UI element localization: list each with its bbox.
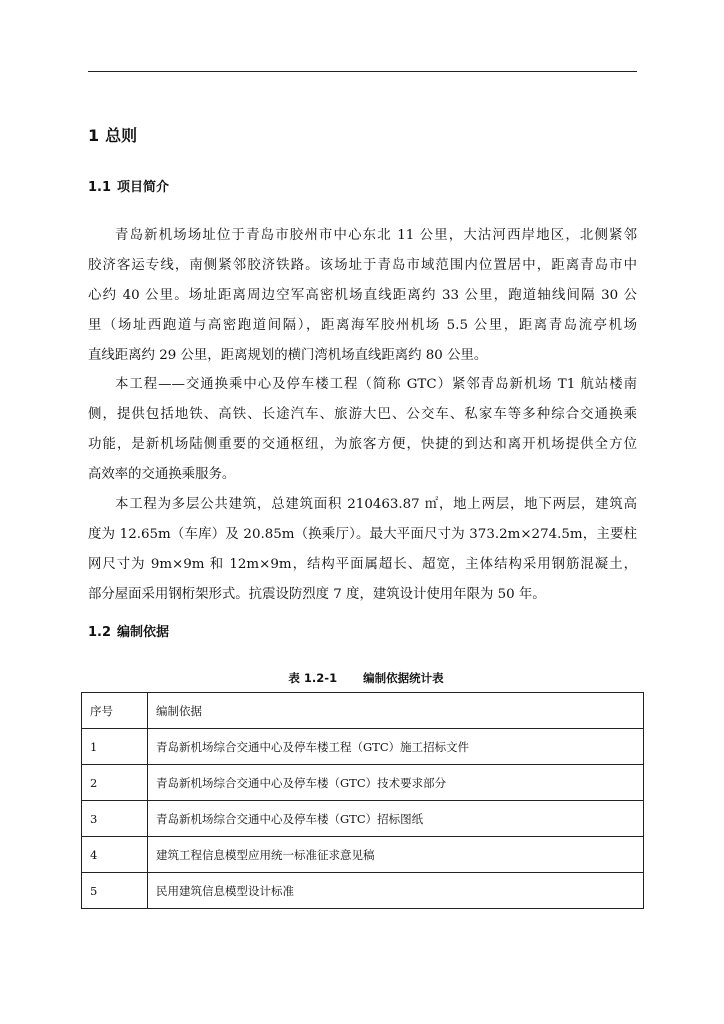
page-header-rule bbox=[88, 71, 637, 72]
table-cell-index: 2 bbox=[82, 765, 148, 801]
section-number: 1 bbox=[88, 126, 100, 145]
subsection-title: 编制依据 bbox=[117, 625, 170, 640]
paragraph-line: 心约 40 公里。场址距离周边空军高密机场直线距离约 33 公里，跑道轴线间隔 30 公 bbox=[88, 288, 637, 303]
table-header-row bbox=[82, 693, 644, 729]
table-caption-number: 表 1.2-1 bbox=[288, 671, 338, 685]
section-heading bbox=[88, 126, 137, 146]
table-cell-index: 3 bbox=[82, 801, 148, 837]
paragraph-building-specs bbox=[88, 490, 637, 610]
table-row bbox=[82, 837, 644, 873]
table-cell-basis: 青岛新机场综合交通中心及停车楼工程（GTC）施工招标文件 bbox=[148, 729, 644, 765]
table-cell-basis: 青岛新机场综合交通中心及停车楼（GTC）技术要求部分 bbox=[148, 765, 644, 801]
paragraph-line: 本工程——交通换乘中心及停车楼工程（简称 GTC）紧邻青岛新机场 T1 航站楼南 bbox=[115, 377, 637, 392]
subsection-number: 1.2 bbox=[88, 625, 112, 640]
table-cell-index: 4 bbox=[82, 837, 148, 873]
subsection-heading-project-intro bbox=[88, 179, 169, 197]
table-row bbox=[82, 765, 644, 801]
table-cell-basis: 民用建筑信息模型设计标准 bbox=[148, 873, 644, 909]
paragraph-line: 侧，提供包括地铁、高铁、长途汽车、旅游大巴、公交车、私家车等多种综合交通换乘 bbox=[88, 407, 637, 422]
table-cell-basis: 建筑工程信息模型应用统一标准征求意见稿 bbox=[148, 837, 644, 873]
table-cell-index: 1 bbox=[82, 729, 148, 765]
subsection-heading-basis bbox=[88, 624, 169, 642]
table-caption-title: 编制依据统计表 bbox=[363, 671, 444, 685]
table-row bbox=[82, 873, 644, 909]
table-caption bbox=[88, 670, 644, 686]
subsection-number: 1.1 bbox=[88, 180, 112, 195]
table-cell-index: 5 bbox=[82, 873, 148, 909]
paragraph-gtc-overview bbox=[88, 370, 637, 490]
paragraph-line: 里（场址西跑道与高密跑道间隔），距离海军胶州机场 5.5 公里，距离青岛流亭机场 bbox=[88, 318, 637, 333]
paragraph-line: 度为 12.65m（车库）及 20.85m（换乘厅）。最大平面尺寸为 373.2m×274.5m，主要柱 bbox=[88, 527, 637, 542]
paragraph-line: 胶济客运专线，南侧紧邻胶济铁路。该场址于青岛市域范围内位置居中，距离青岛市中 bbox=[88, 258, 637, 273]
subsection-title: 项目简介 bbox=[117, 180, 170, 195]
paragraph-site-location bbox=[88, 221, 637, 371]
table-header-cell: 序号 bbox=[82, 693, 148, 729]
section-title: 总则 bbox=[105, 126, 138, 145]
basis-table bbox=[81, 692, 644, 909]
table-header-cell: 编制依据 bbox=[148, 693, 644, 729]
table-cell-basis: 青岛新机场综合交通中心及停车楼（GTC）招标图纸 bbox=[148, 801, 644, 837]
paragraph-line: 本工程为多层公共建筑，总建筑面积 210463.87 ㎡，地上两层，地下两层，建筑高 bbox=[115, 497, 637, 512]
table-row bbox=[82, 729, 644, 765]
paragraph-line: 部分屋面采用钢桁架形式。抗震设防烈度 7 度，建筑设计使用年限为 50 年。 bbox=[88, 587, 546, 602]
paragraph-line: 高效率的交通换乘服务。 bbox=[88, 467, 236, 482]
table-row bbox=[82, 801, 644, 837]
paragraph-line: 青岛新机场场址位于青岛市胶州市中心东北 11 公里，大沽河西岸地区，北侧紧邻 bbox=[115, 228, 637, 243]
paragraph-line: 直线距离约 29 公里，距离规划的横门湾机场直线距离约 80 公里。 bbox=[88, 348, 488, 363]
paragraph-line: 网尺寸为 9m×9m 和 12m×9m，结构平面属超长、超宽，主体结构采用钢筋混凝土， bbox=[88, 557, 637, 572]
paragraph-line: 功能，是新机场陆侧重要的交通枢纽，为旅客方便，快捷的到达和离开机场提供全方位 bbox=[88, 437, 637, 452]
